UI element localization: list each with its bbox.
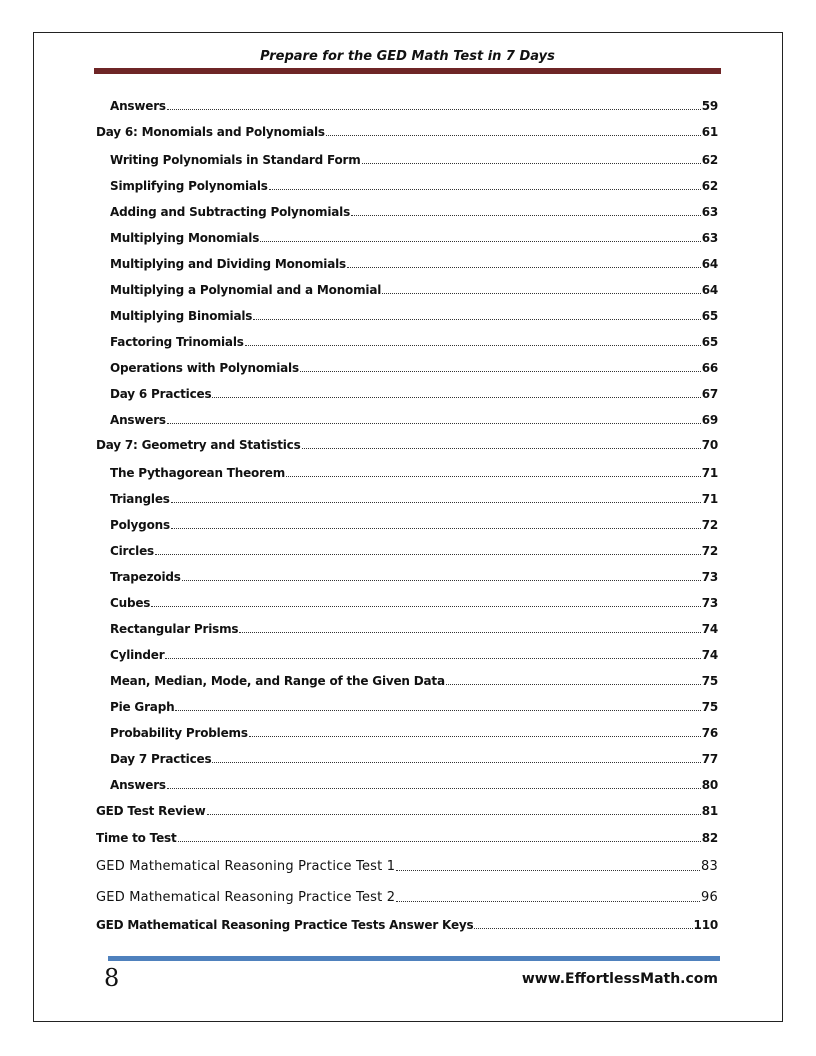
toc-entry-page: 63	[701, 205, 718, 219]
toc-entry[interactable]	[110, 95, 718, 113]
dot-leader	[302, 446, 701, 449]
toc-entry-page: 73	[701, 596, 718, 610]
toc-entry-page: 67	[701, 387, 718, 401]
toc-entry[interactable]	[110, 774, 718, 792]
toc-entry-label: Answers	[110, 99, 166, 113]
toc-entry[interactable]	[110, 409, 718, 427]
toc-entry-page: 71	[701, 466, 718, 480]
dot-leader	[347, 265, 701, 268]
toc-entry-label: Multiplying and Dividing Monomials	[110, 257, 346, 271]
toc-entry-page: 63	[701, 231, 718, 245]
toc-entry[interactable]	[110, 696, 718, 714]
toc-entry-page: 82	[701, 831, 718, 845]
toc-entry[interactable]	[110, 253, 718, 271]
toc-entry-label: Simplifying Polynomials	[110, 179, 268, 193]
toc-entry-label: Multiplying Monomials	[110, 231, 260, 245]
dot-leader	[446, 682, 701, 685]
toc-entry-label: Cylinder	[110, 648, 165, 662]
toc-entry-label: Factoring Trinomials	[110, 335, 244, 349]
toc-entry[interactable]	[110, 514, 718, 532]
dot-leader	[212, 760, 700, 763]
dot-leader	[474, 926, 692, 929]
toc-entry-page: 65	[701, 335, 718, 349]
toc-entry-page: 59	[701, 99, 718, 113]
toc-entry[interactable]	[96, 827, 718, 845]
dot-leader	[396, 899, 700, 902]
toc-entry-label: Probability Problems	[110, 726, 248, 740]
toc-entry-page: 74	[701, 622, 718, 636]
dot-leader	[245, 343, 701, 346]
toc-entry[interactable]	[96, 121, 718, 139]
toc-entry[interactable]	[110, 331, 718, 349]
toc-entry-page: 62	[701, 153, 718, 167]
dot-leader	[260, 239, 701, 242]
toc-entry-label: Answers	[110, 413, 166, 427]
toc-entry-page: 75	[701, 674, 718, 688]
toc-entry[interactable]	[110, 618, 718, 636]
toc-entry-label: Circles	[110, 544, 154, 558]
toc-entry[interactable]	[110, 748, 718, 766]
toc-entry[interactable]	[96, 856, 718, 874]
toc-entry-label: Day 7: Geometry and Statistics	[96, 438, 301, 452]
dot-leader	[167, 107, 701, 110]
toc-entry-page: 83	[701, 859, 718, 874]
dot-leader	[167, 421, 701, 424]
toc-entry-page: 75	[701, 700, 718, 714]
dot-leader	[351, 213, 701, 216]
toc-entry-label: GED Mathematical Reasoning Practice Test 1	[96, 859, 396, 874]
toc-entry-page: 65	[701, 309, 718, 323]
dot-leader	[300, 369, 701, 372]
toc-entry-label: GED Mathematical Reasoning Practice Tests Answer Keys	[96, 918, 474, 932]
toc-entry[interactable]	[110, 462, 718, 480]
toc-entry-label: GED Mathematical Reasoning Practice Test 2	[96, 890, 396, 905]
header-rule	[94, 68, 721, 74]
toc-entry-page: 76	[701, 726, 718, 740]
toc-entry-label: Adding and Subtracting Polynomials	[110, 205, 351, 219]
toc-entry[interactable]	[96, 887, 718, 905]
toc-entry-label: Day 6: Monomials and Polynomials	[96, 125, 325, 139]
dot-leader	[151, 604, 700, 607]
toc-entry[interactable]	[110, 540, 718, 558]
toc-entry[interactable]	[110, 357, 718, 375]
toc-entry[interactable]	[110, 383, 718, 401]
toc-entry-label: Trapezoids	[110, 570, 181, 584]
dot-leader	[182, 578, 701, 581]
dot-leader	[155, 552, 701, 555]
toc-entry-page: 72	[701, 518, 718, 532]
toc-entry-label: Day 6 Practices	[110, 387, 212, 401]
toc-entry[interactable]	[110, 670, 718, 688]
dot-leader	[382, 291, 701, 294]
toc-entry-label: Time to Test	[96, 831, 177, 845]
toc-entry-label: Polygons	[110, 518, 170, 532]
toc-entry[interactable]	[110, 175, 718, 193]
dot-leader	[207, 812, 701, 815]
toc-entry[interactable]	[110, 722, 718, 740]
toc-entry[interactable]	[110, 227, 718, 245]
dot-leader	[326, 133, 701, 136]
toc-entry[interactable]	[110, 279, 718, 297]
dot-leader	[171, 500, 701, 503]
toc-entry-label: Rectangular Prisms	[110, 622, 239, 636]
toc-entry-label: Operations with Polynomials	[110, 361, 299, 375]
dot-leader	[396, 868, 700, 871]
footer-rule	[108, 956, 720, 961]
toc-entry-page: 62	[701, 179, 718, 193]
toc-entry-page: 64	[701, 283, 718, 297]
toc-entry[interactable]	[110, 201, 718, 219]
toc-entry[interactable]	[110, 488, 718, 506]
toc-entry-page: 110	[693, 918, 718, 932]
dot-leader	[269, 187, 701, 190]
toc-entry-label: Answers	[110, 778, 166, 792]
toc-entry-label: Mean, Median, Mode, and Range of the Given Data	[110, 674, 445, 688]
dot-leader	[286, 474, 701, 477]
dot-leader	[171, 526, 701, 529]
toc-entry-page: 96	[701, 890, 718, 905]
toc-entry-label: Multiplying a Polynomial and a Monomial	[110, 283, 382, 297]
toc-entry[interactable]	[96, 434, 718, 452]
dot-leader	[178, 839, 701, 842]
dot-leader	[253, 317, 700, 320]
toc-entry-page: 61	[701, 125, 718, 139]
toc-entry-label: Triangles	[110, 492, 170, 506]
toc-entry[interactable]	[110, 566, 718, 584]
dot-leader	[175, 708, 700, 711]
dot-leader	[249, 734, 701, 737]
toc-entry-label: Multiplying Binomials	[110, 309, 253, 323]
toc-entry-label: The Pythagorean Theorem	[110, 466, 286, 480]
toc-entry-page: 80	[701, 778, 718, 792]
toc-entry[interactable]	[110, 592, 718, 610]
toc-entry-page: 73	[701, 570, 718, 584]
toc-entry[interactable]	[96, 800, 718, 818]
toc-entry[interactable]	[110, 305, 718, 323]
toc-entry-page: 74	[701, 648, 718, 662]
toc-entry-label: Writing Polynomials in Standard Form	[110, 153, 361, 167]
toc-entry-label: Day 7 Practices	[110, 752, 212, 766]
toc-entry-label: Pie Graph	[110, 700, 175, 714]
toc-entry-label: Cubes	[110, 596, 151, 610]
dot-leader	[165, 656, 700, 659]
toc-entry-page: 64	[701, 257, 718, 271]
page-number: 8	[104, 964, 120, 992]
dot-leader	[362, 161, 701, 164]
toc-entry-page: 66	[701, 361, 718, 375]
toc-entry[interactable]	[110, 149, 718, 167]
toc-entry-page: 69	[701, 413, 718, 427]
toc-entry-page: 71	[701, 492, 718, 506]
toc-entry-page: 72	[701, 544, 718, 558]
footer-site-url: www.EffortlessMath.com	[521, 971, 718, 987]
toc-entry-label: GED Test Review	[96, 804, 206, 818]
dot-leader	[167, 786, 701, 789]
running-header-title: Prepare for the GED Math Test in 7 Days	[260, 49, 555, 64]
toc-entry[interactable]	[96, 914, 718, 932]
toc-entry-page: 81	[701, 804, 718, 818]
dot-leader	[212, 395, 700, 398]
toc-entry-page: 70	[701, 438, 718, 452]
toc-entry-page: 77	[701, 752, 718, 766]
dot-leader	[239, 630, 700, 633]
toc-entry[interactable]	[110, 644, 718, 662]
